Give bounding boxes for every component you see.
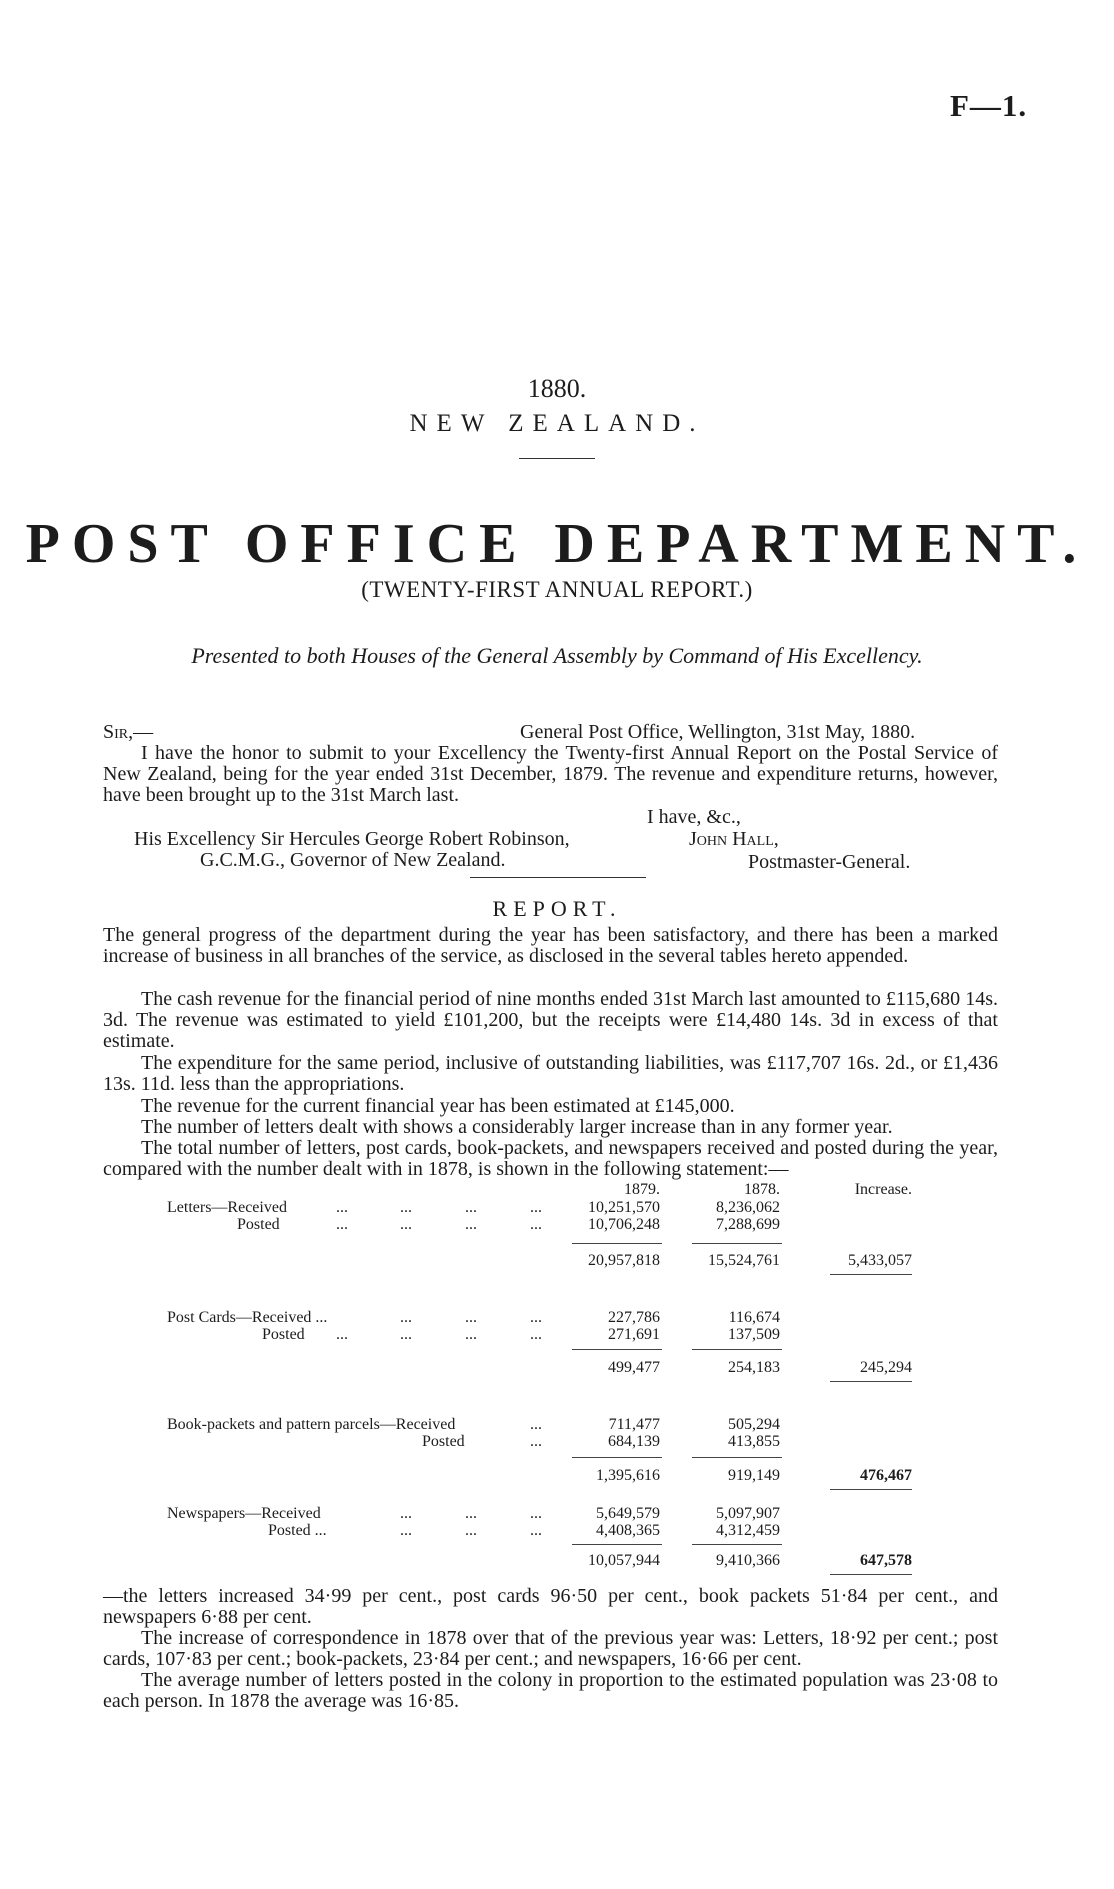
- leader-dots: ...: [530, 1433, 542, 1450]
- sum-rule: [572, 1243, 662, 1244]
- column-header-1878: 1878.: [744, 1181, 780, 1198]
- column-header-increase: Increase.: [854, 1181, 912, 1198]
- leader-dots: ...: [400, 1309, 412, 1326]
- sum-rule: [572, 1544, 662, 1545]
- cell: 684,139: [608, 1433, 660, 1450]
- increase-cell: 476,467: [860, 1467, 912, 1484]
- total-cell: 499,477: [608, 1359, 660, 1376]
- cell: 5,097,907: [716, 1505, 780, 1522]
- cell: 413,855: [728, 1433, 780, 1450]
- divider: [519, 458, 595, 459]
- country-heading: NEW ZEALAND.: [409, 410, 705, 437]
- letter-place-date: General Post Office, Wellington, 31st May, 1880.: [520, 721, 916, 743]
- report-heading: REPORT.: [492, 896, 622, 921]
- report-year: 1880.: [527, 374, 587, 403]
- leader-dots: ...: [465, 1505, 477, 1522]
- row-label: Newspapers—Received: [167, 1505, 321, 1522]
- cell: 227,786: [608, 1309, 660, 1326]
- total-cell: 10,057,944: [588, 1552, 660, 1569]
- cell: 4,408,365: [596, 1522, 660, 1539]
- leader-dots: ...: [530, 1309, 542, 1326]
- leader-dots: ...: [465, 1522, 477, 1539]
- letter-signatory-title: Postmaster-General.: [748, 851, 911, 873]
- increase-cell: 5,433,057: [848, 1252, 912, 1269]
- cell: 4,312,459: [716, 1522, 780, 1539]
- total-cell: 20,957,818: [588, 1252, 660, 1269]
- row-label: Posted: [262, 1326, 305, 1343]
- report-paragraph: The number of letters dealt with shows a considerably larger increase than in any former year.: [141, 1116, 893, 1138]
- leader-dots: ...: [336, 1216, 348, 1233]
- sum-rule: [692, 1457, 782, 1458]
- cell: 116,674: [728, 1309, 780, 1326]
- letter-body: I have the honor to submit to your Excellency the Twenty-first Annual Report on the Postal Service of New Zealand, being for the year ended 31st December, 1879. The revenue and expenditure returns, however, have been brought up to the 31st March last.: [103, 742, 998, 806]
- increase-rule: [830, 1274, 912, 1275]
- leader-dots: ...: [465, 1199, 477, 1216]
- cell: 711,477: [608, 1416, 660, 1433]
- row-label: Post Cards—Received ...: [167, 1309, 328, 1326]
- leader-dots: ...: [400, 1199, 412, 1216]
- cell: 505,294: [728, 1416, 780, 1433]
- total-cell: 15,524,761: [708, 1252, 780, 1269]
- total-cell: 919,149: [728, 1467, 780, 1484]
- total-cell: 254,183: [728, 1359, 780, 1376]
- row-label: Posted ...: [268, 1522, 327, 1539]
- leader-dots: ...: [530, 1216, 542, 1233]
- sum-rule: [572, 1457, 662, 1458]
- leader-dots: ...: [336, 1199, 348, 1216]
- leader-dots: ...: [465, 1309, 477, 1326]
- cell: 8,236,062: [716, 1199, 780, 1216]
- report-paragraph: The revenue for the current financial year has been estimated at £145,000.: [141, 1095, 735, 1117]
- leader-dots: ...: [400, 1216, 412, 1233]
- leader-dots: ...: [530, 1416, 542, 1433]
- cell: 10,251,570: [588, 1199, 660, 1216]
- leader-dots: ...: [336, 1326, 348, 1343]
- leader-dots: ...: [400, 1522, 412, 1539]
- sum-rule: [572, 1349, 662, 1350]
- leader-dots: ...: [530, 1505, 542, 1522]
- report-paragraph: The general progress of the department during the year has been satisfactory, and there has been a marked increase of business in all branches of the service, as disclosed in the several tables hereto appended.: [103, 924, 998, 967]
- report-paragraph: The expenditure for the same period, inclusive of outstanding liabilities, was £117,707 16s. 2d., or £1,436 13s. 11d. less than the appropriations.: [103, 1052, 998, 1095]
- report-paragraph: The average number of letters posted in the colony in proportion to the estimated population was 23·08 to each person. In 1878 the average was 16·85.: [103, 1669, 998, 1712]
- report-paragraph: —the letters increased 34·99 per cent., post cards 96·50 per cent., book packets 51·84 per cent., and newspapers 6·88 per cent.: [103, 1585, 998, 1628]
- leader-dots: ...: [530, 1326, 542, 1343]
- report-paragraph: The increase of correspondence in 1878 over that of the previous year was: Letters, 18·92 per cent.; post cards, 107·83 per cent.; book-packets, 23·84 per cent.; and newspapers, 16·66 per cent.: [103, 1627, 998, 1670]
- cell: 137,509: [728, 1326, 780, 1343]
- cell: 271,691: [608, 1326, 660, 1343]
- letter-addressee-line1: His Excellency Sir Hercules George Robert Robinson,: [134, 828, 570, 850]
- page-identifier: F—1.: [950, 88, 1028, 123]
- sum-rule: [692, 1544, 782, 1545]
- column-header-1879: 1879.: [624, 1181, 660, 1198]
- leader-dots: ...: [465, 1216, 477, 1233]
- increase-cell: 245,294: [860, 1359, 912, 1376]
- leader-dots: ...: [400, 1505, 412, 1522]
- sum-rule: [692, 1243, 782, 1244]
- total-cell: 9,410,366: [716, 1552, 780, 1569]
- row-label: Posted: [422, 1433, 465, 1450]
- report-paragraph: The total number of letters, post cards, book-packets, and newspapers received and posted during the year, compared with the number dealt with in 1878, is shown in the following statement:—: [103, 1137, 998, 1180]
- increase-rule: [830, 1574, 912, 1575]
- divider: [470, 877, 646, 878]
- report-paragraph: The cash revenue for the financial period of nine months ended 31st March last amounted to £115,680 14s. 3d. The revenue was estimated to yield £101,200, but the receipts were £14,480 14s. 3d in excess of that estimate.: [103, 988, 998, 1052]
- leader-dots: ...: [530, 1199, 542, 1216]
- row-label: Book-packets and pattern parcels—Received: [167, 1416, 456, 1433]
- page-subtitle: (TWENTY-FIRST ANNUAL REPORT.): [361, 577, 753, 602]
- cell: 5,649,579: [596, 1505, 660, 1522]
- increase-rule: [830, 1381, 912, 1382]
- total-cell: 1,395,616: [596, 1467, 660, 1484]
- increase-cell: 647,578: [860, 1552, 912, 1569]
- letter-signatory: John Hall,: [689, 828, 779, 850]
- page-title: POST OFFICE DEPARTMENT.: [25, 513, 1089, 575]
- letter-closing: I have, &c.,: [647, 806, 741, 828]
- leader-dots: ...: [400, 1326, 412, 1343]
- letter-addressee-line2: G.C.M.G., Governor of New Zealand.: [200, 849, 506, 871]
- presentation-note: Presented to both Houses of the General Assembly by Command of His Excellency.: [191, 643, 923, 668]
- row-label: Letters—Received: [167, 1199, 287, 1216]
- letter-salutation: Sir,—: [103, 721, 154, 743]
- cell: 10,706,248: [588, 1216, 660, 1233]
- row-label: Posted: [237, 1216, 280, 1233]
- leader-dots: ...: [530, 1522, 542, 1539]
- leader-dots: ...: [465, 1326, 477, 1343]
- increase-rule: [830, 1489, 912, 1490]
- sum-rule: [692, 1349, 782, 1350]
- cell: 7,288,699: [716, 1216, 780, 1233]
